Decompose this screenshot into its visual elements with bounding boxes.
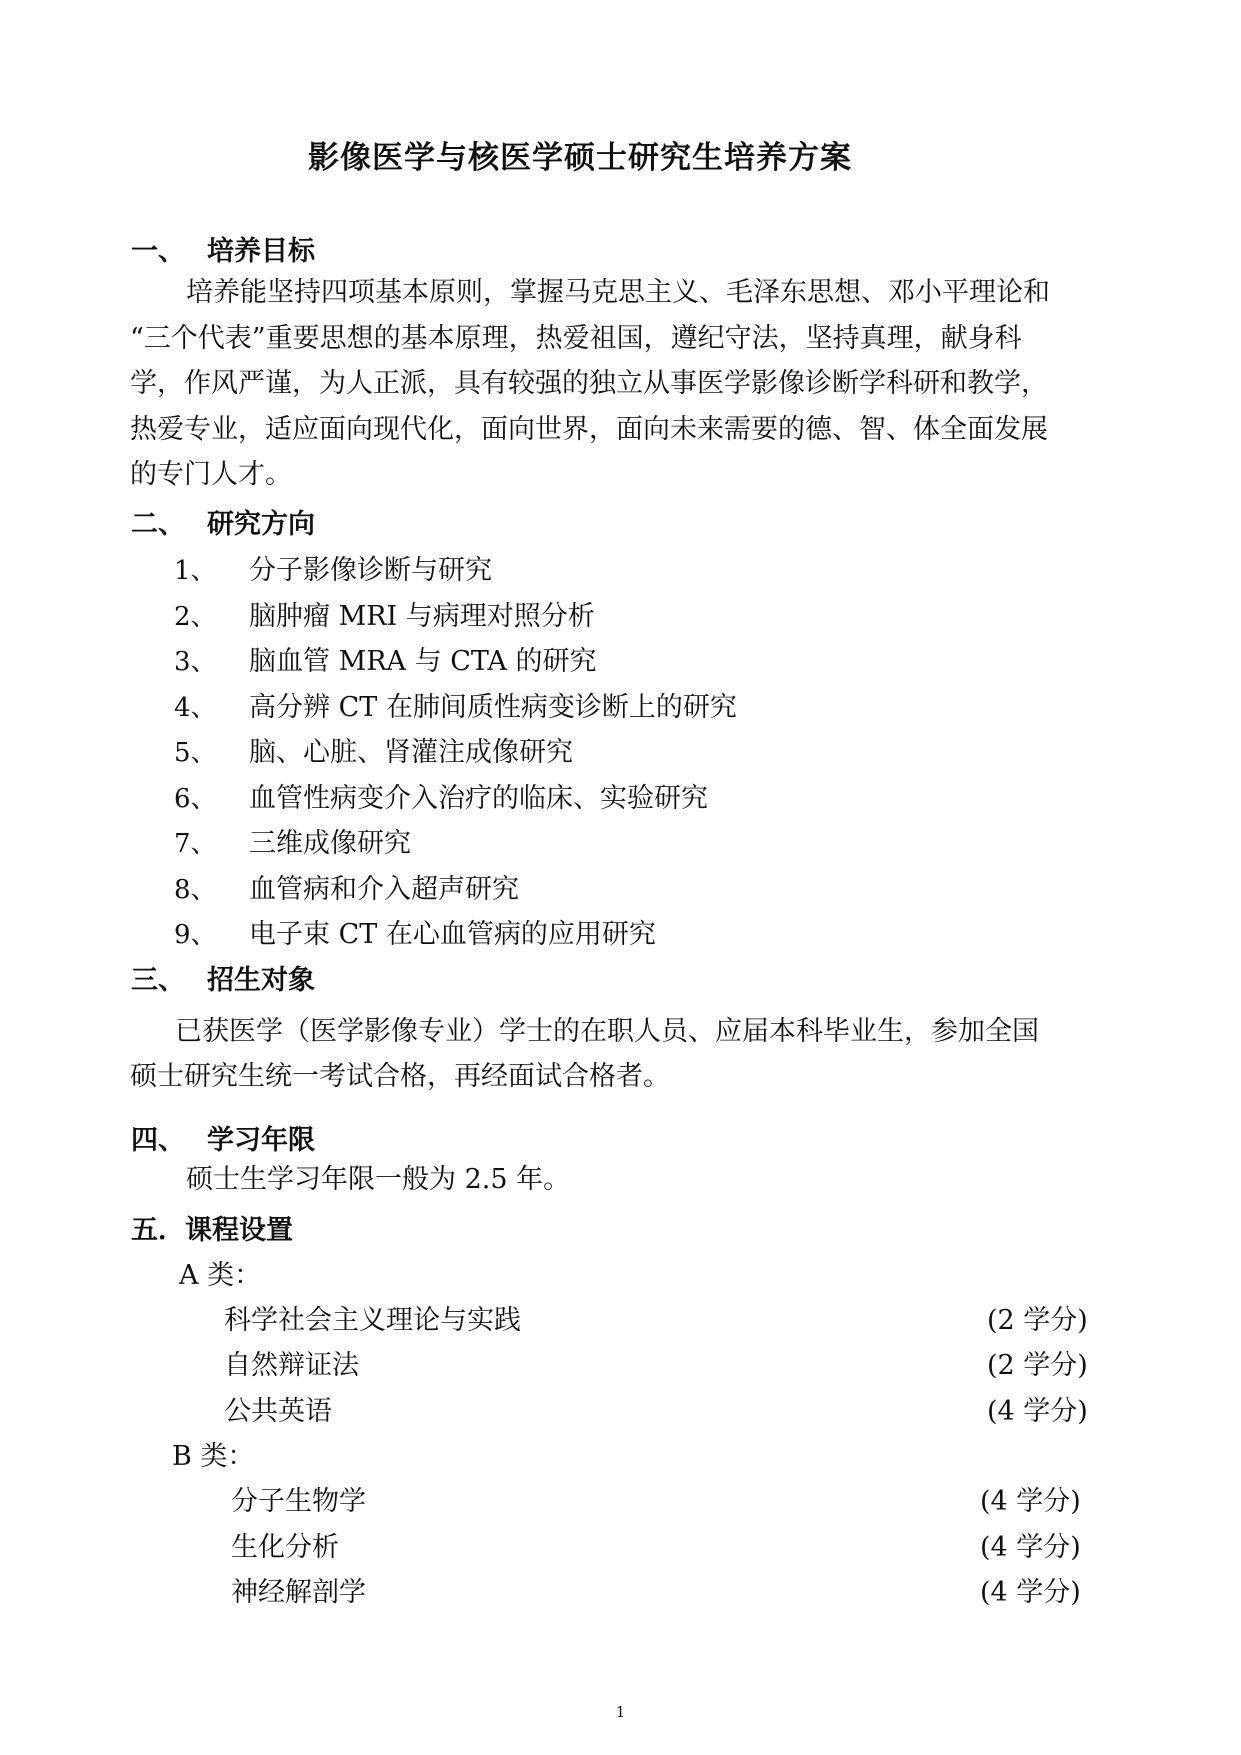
course-credit: (4 学分) [987,1396,1088,1427]
goal-line: 学，作风严谨，为人正派，具有较强的独立从事医学影像诊断学科研和教学， [130,368,1048,399]
direction-item: 脑肿瘤 MRI 与病理对照分析 [249,601,595,632]
section-title: 研究方向 [207,509,315,540]
admission-line: 已获医学（医学影像专业）学士的在职人员、应届本科毕业生，参加全国 [175,1016,1039,1047]
course-credit: (4 学分) [980,1532,1081,1563]
direction-number: 4、 [174,693,217,723]
section-title: 培养目标 [207,236,315,267]
direction-item: 血管病和介入超声研究 [249,874,519,905]
direction-item: 电子束 CT 在心血管病的应用研究 [249,919,656,950]
direction-number: 2、 [174,602,217,632]
section-title: 学习年限 [207,1125,315,1156]
course-credit: (2 学分) [987,1305,1088,1336]
admission-line: 硕士研究生统一考试合格，再经面试合格者。 [130,1061,670,1092]
direction-item: 脑血管 MRA 与 CTA 的研究 [249,646,597,677]
section-number: 二、 [131,509,185,540]
section-heading-goal [131,229,315,268]
course-group-b-label: B 类： [172,1441,255,1472]
page-number: 1 [615,1703,626,1721]
goal-line: 的专门人才。 [130,459,292,490]
section-heading-admission [131,958,315,997]
goal-line: 培养能坚持四项基本原则，掌握马克思主义、毛泽东思想、邓小平理论和 [186,277,1050,308]
section-number: 四、 [131,1125,185,1156]
section-number: 五． [131,1215,185,1246]
course-name: 分子生物学 [231,1486,366,1517]
document-title: 影像医学与核医学硕士研究生培养方案 [308,140,852,176]
direction-number: 9、 [174,920,217,950]
direction-number: 7、 [174,829,217,859]
direction-number: 6、 [174,784,217,814]
direction-number: 8、 [174,875,217,905]
course-credit: (2 学分) [987,1350,1088,1381]
duration-text: 硕士生学习年限一般为 2.5 年。 [186,1164,571,1195]
direction-item: 分子影像诊断与研究 [249,555,492,586]
section-number: 一、 [131,236,185,267]
direction-item: 脑、心脏、肾灌注成像研究 [249,737,573,768]
section-number: 三、 [131,965,185,996]
course-credit: (4 学分) [980,1577,1081,1608]
direction-item: 血管性病变介入治疗的临床、实验研究 [249,783,708,814]
course-name: 公共英语 [224,1396,332,1427]
section-title: 招生对象 [207,965,315,996]
direction-number: 5、 [174,738,217,768]
section-title: 课程设置 [185,1215,293,1246]
course-name: 科学社会主义理论与实践 [224,1305,521,1336]
course-group-a-label: A 类： [179,1260,262,1291]
course-credit: (4 学分) [980,1486,1081,1517]
direction-number: 3、 [174,647,217,677]
course-name: 自然辩证法 [224,1350,359,1381]
direction-item: 高分辨 CT 在肺间质性病变诊断上的研究 [249,692,737,723]
section-heading-courses [131,1208,293,1247]
direction-number: 1、 [174,556,217,586]
goal-line: “三个代表”重要思想的基本原理，热爱祖国，遵纪守法，坚持真理，献身科 [130,323,1022,354]
section-heading-duration [131,1118,315,1157]
goal-line: 热爱专业，适应面向现代化，面向世界，面向未来需要的德、智、体全面发展 [130,414,1048,445]
course-name: 生化分析 [231,1532,339,1563]
direction-item: 三维成像研究 [249,828,411,859]
course-name: 神经解剖学 [231,1577,366,1608]
section-heading-directions [131,502,315,541]
